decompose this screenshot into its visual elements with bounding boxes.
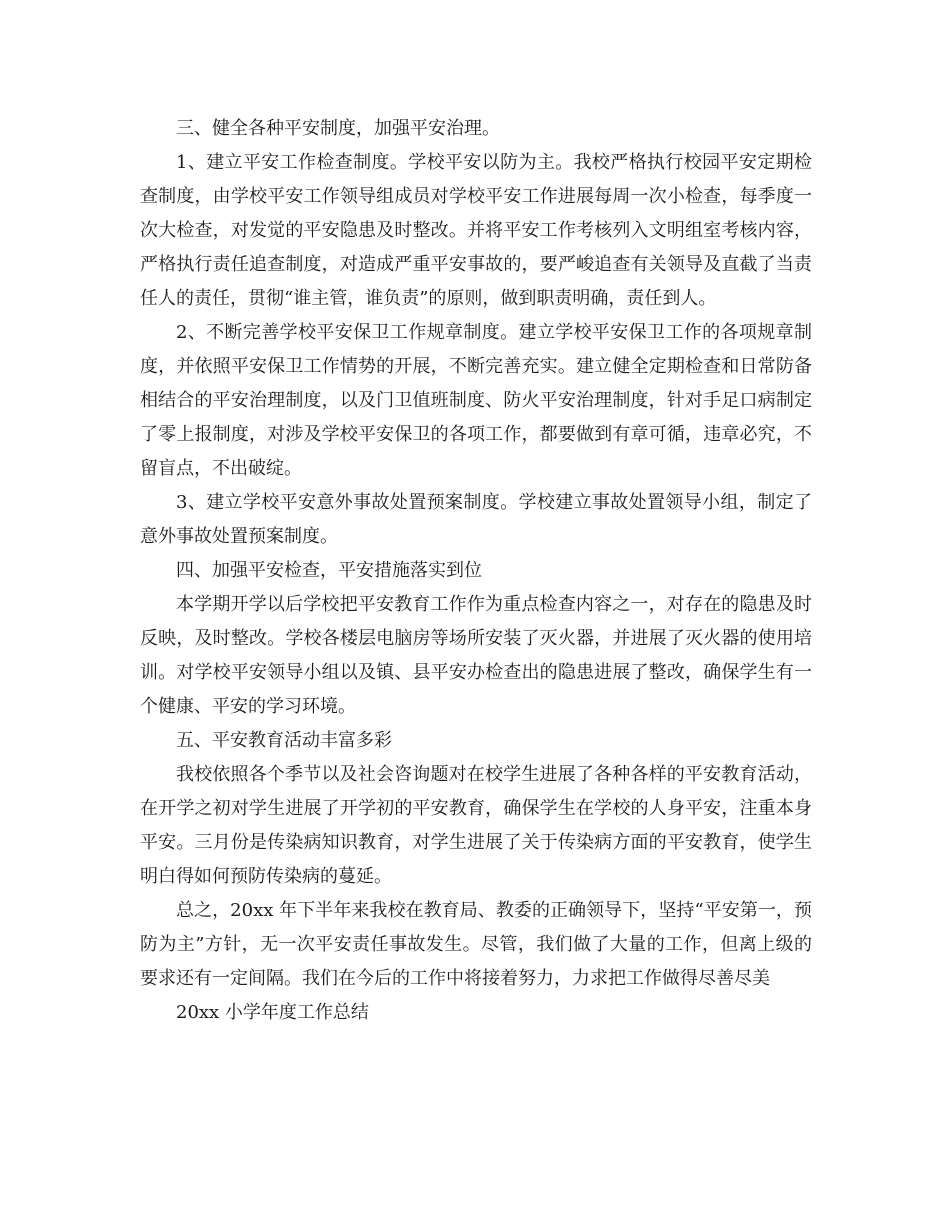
paragraph-summary: 总之，20xx 年下半年来我校在教育局、教委的正确领导下，坚持“平安第一，预防为主”方针，无一次平安责任事故发生。尽管，我们做了大量的工作，但离上级的要求还有一定间隔。我们在今后的工作中将接着努力，力求把工作做得尽善尽美 (140, 900, 812, 989)
document-body (140, 112, 812, 1030)
paragraph-security-rules: 2、不断完善学校平安保卫工作规章制度。建立学校平安保卫工作的各项规章制度，并依照平安保卫工作情势的开展，不断完善充实。建立健全定期检查和日常防备相结合的平安治理制度，以及门卫值班制度、防火平安治理制度，针对手足口病制定了零上报制度，对涉及学校平安保卫的各项工作，都要做到有章可循，违章必究，不留盲点，不出破绽。 (140, 322, 812, 479)
section-heading-3: 三、健全各种平安制度，加强平安治理。 (176, 118, 500, 139)
paragraph-safety-inspection: 本学期开学以后学校把平安教育工作作为重点检查内容之一，对存在的隐患及时反映，及时整改。学校各楼层电脑房等场所安装了灭火器，并进展了灭火器的使用培训。对学校平安领导小组以及镇、县平安办检查出的隐患进展了整改，确保学生有一个健康、平安的学习环境。 (140, 594, 812, 717)
paragraph-emergency-plan: 3、建立学校平安意外事故处置预案制度。学校建立事故处置领导小组，制定了意外事故处置预案制度。 (140, 492, 812, 547)
section-heading-4: 四、加强平安检查，平安措施落实到位 (176, 560, 482, 581)
paragraph-education-activities: 我校依照各个季节以及社会咨询题对在校学生进展了各种各样的平安教育活动，在开学之初对学生进展了开学初的平安教育，确保学生在学校的人身平安，注重本身平安。三月份是传染病知识教育，对学生进展了关于传染病方面的平安教育，使学生明白得如何预防传染病的蔓延。 (140, 764, 812, 887)
next-document-title: 20xx 小学年度工作总结 (176, 1002, 369, 1023)
paragraph-inspection-system: 1、建立平安工作检查制度。学校平安以防为主。我校严格执行校园平安定期检查制度，由学校平安工作领导组成员对学校平安工作进展每周一次小检查，每季度一次大检查，对发觉的平安隐患及时整改。并将平安工作考核列入文明组室考核内容，严格执行责任追查制度，对造成严重平安事故的，要严峻追查有关领导及直截了当责任人的责任，贯彻“谁主管，谁负责”的原则，做到职责明确，责任到人。 (140, 152, 812, 309)
section-heading-5: 五、平安教育活动丰富多彩 (176, 730, 392, 751)
